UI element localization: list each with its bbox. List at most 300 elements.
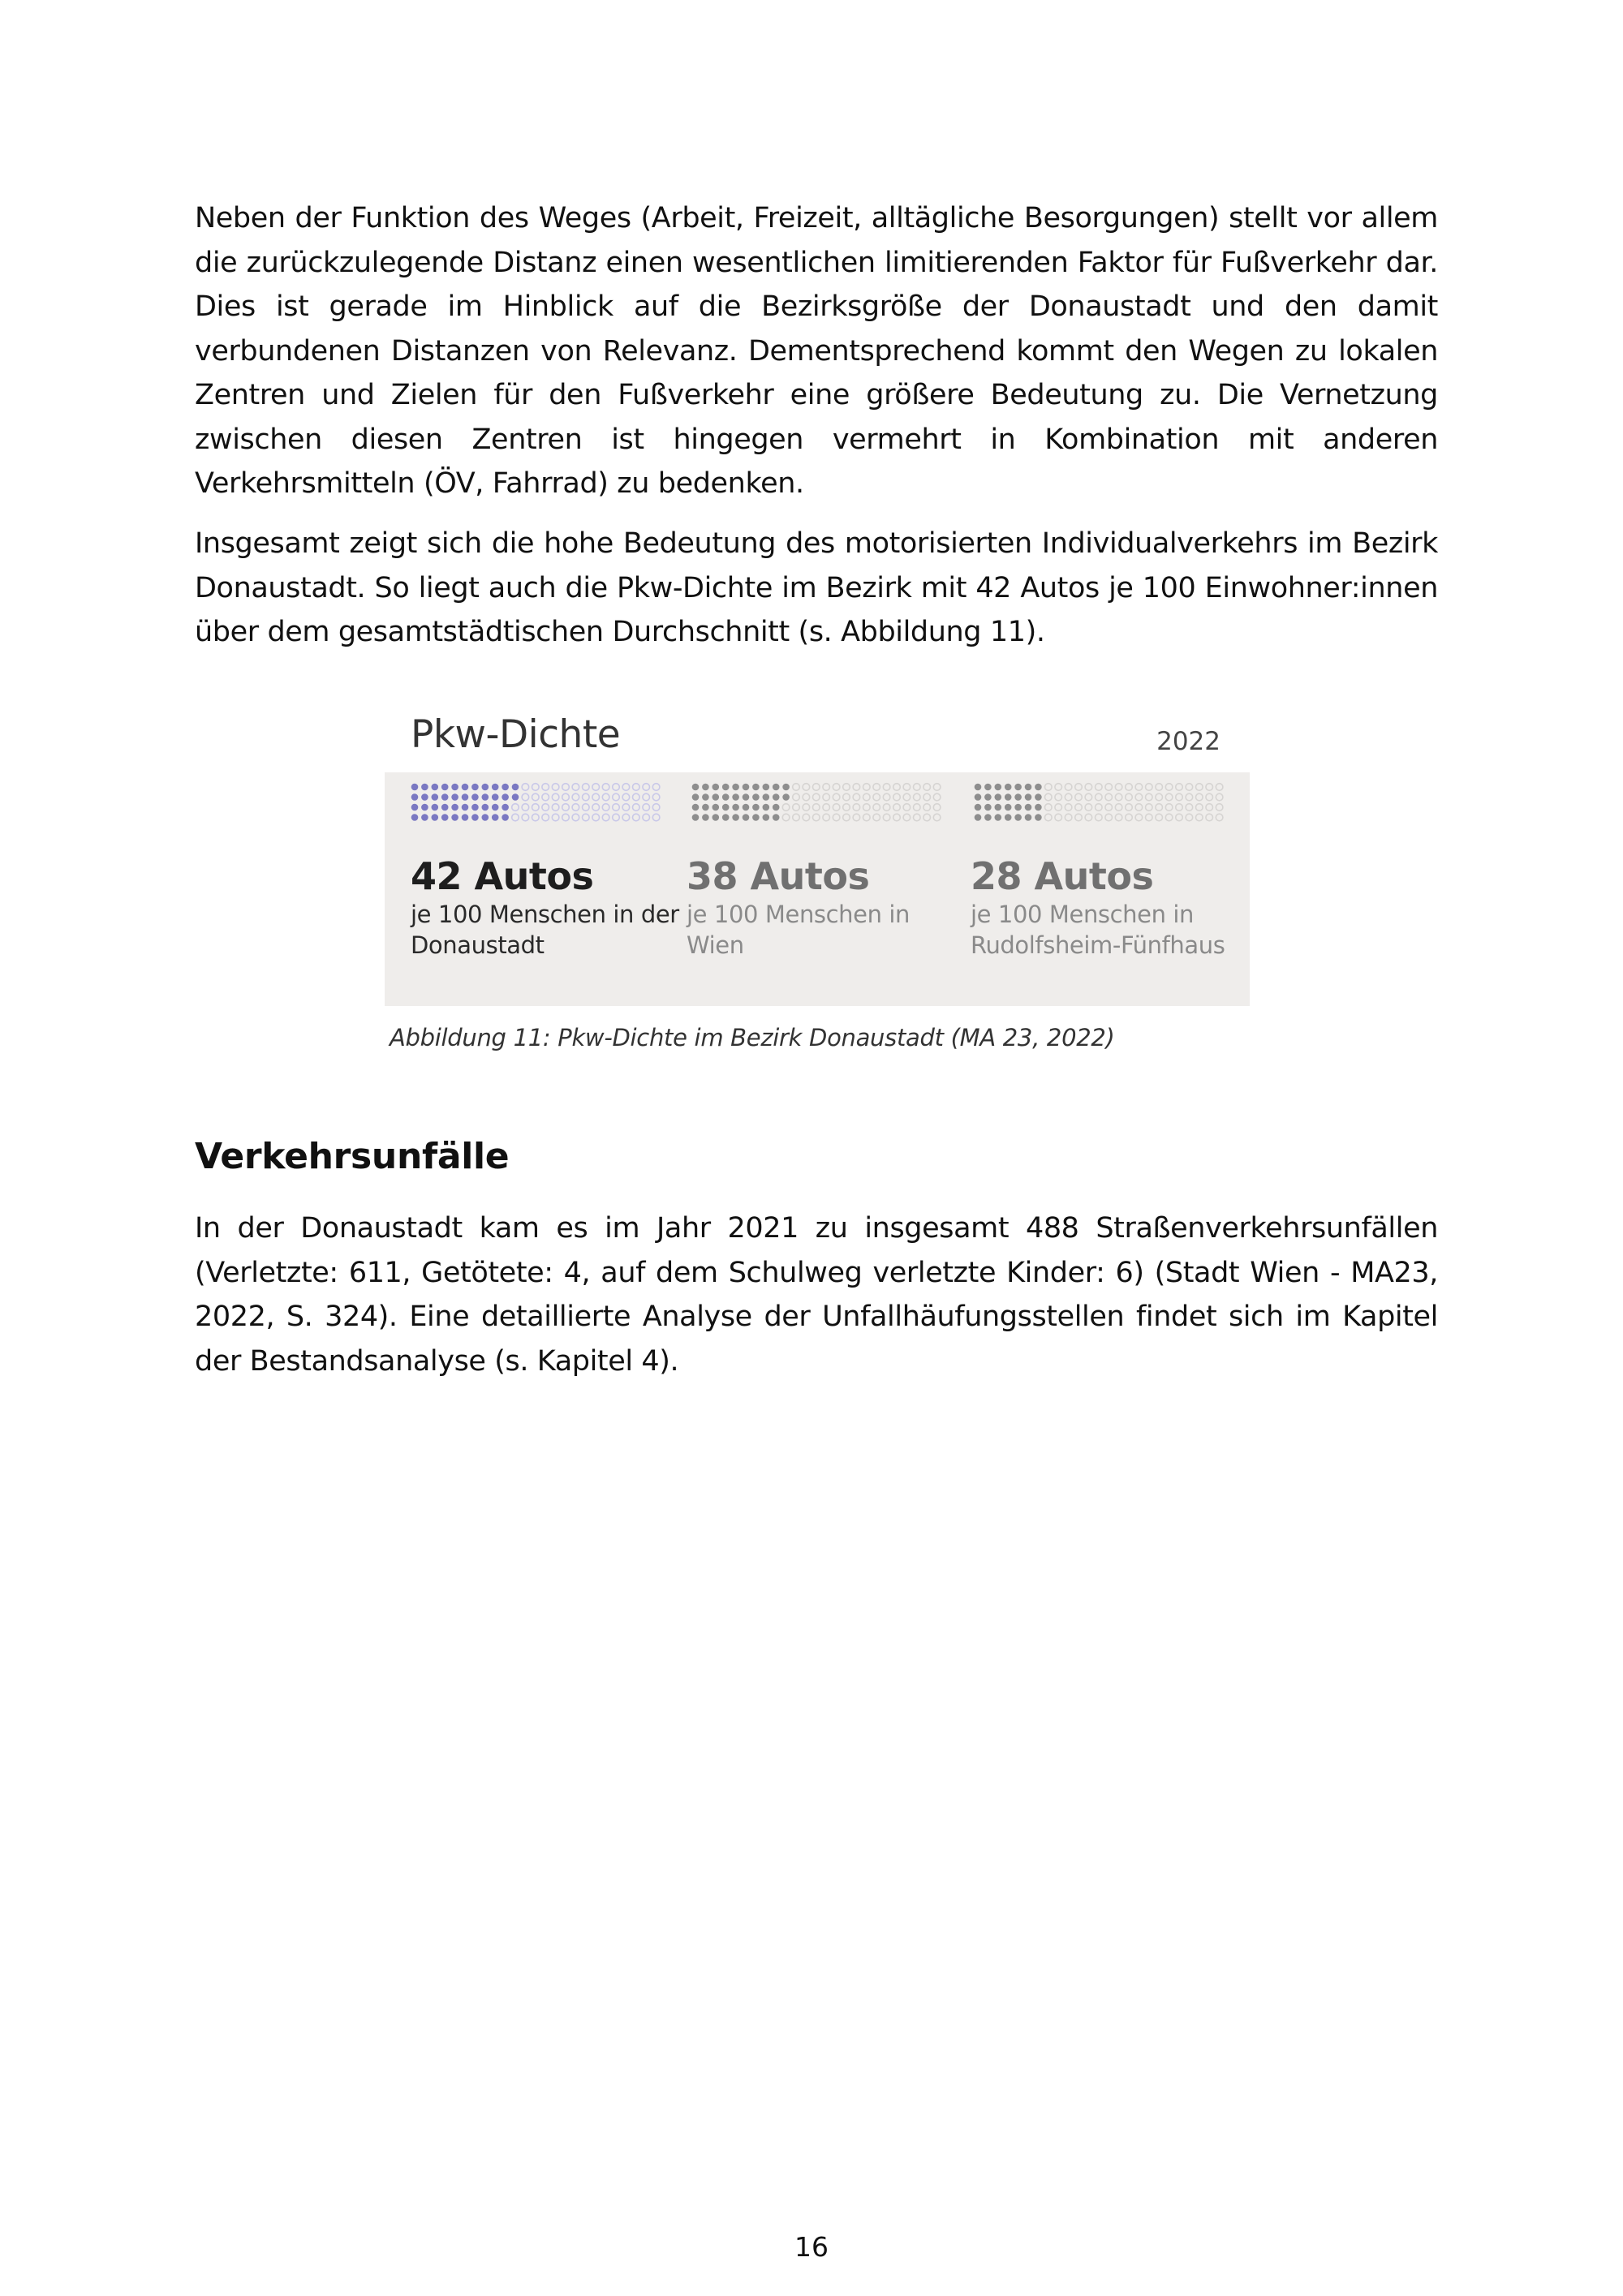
car-dot-filled	[1014, 793, 1022, 801]
car-dot-empty	[1216, 793, 1223, 801]
car-dot-empty	[873, 804, 880, 811]
car-dot-empty	[583, 784, 590, 791]
car-dot-empty	[883, 784, 890, 791]
car-dot-filled	[732, 784, 739, 791]
car-dot-empty	[1186, 804, 1193, 811]
car-dot-filled	[441, 814, 449, 821]
car-dot-empty	[652, 793, 660, 801]
car-dot-empty	[1075, 784, 1083, 791]
car-dot-empty	[542, 793, 549, 801]
car-dot-filled	[512, 793, 519, 801]
car-dot-empty	[863, 784, 871, 791]
car-dot-empty	[542, 814, 549, 821]
car-dot-empty	[863, 793, 871, 801]
car-dot-empty	[532, 804, 540, 811]
car-dot-empty	[613, 804, 620, 811]
car-dot-filled	[462, 804, 469, 811]
car-dot-filled	[743, 804, 750, 811]
car-dot-empty	[613, 784, 620, 791]
car-dot-filled	[722, 804, 730, 811]
car-dot-empty	[1115, 784, 1122, 791]
car-dot-empty	[833, 814, 840, 821]
car-dot-filled	[1005, 784, 1012, 791]
car-dot-empty	[622, 804, 630, 811]
car-dot-filled	[975, 793, 982, 801]
figure-panel	[385, 772, 1250, 1006]
stat-value: 42 Autos	[411, 854, 594, 898]
car-dot-empty	[1146, 814, 1153, 821]
stat-value: 28 Autos	[971, 854, 1154, 898]
car-dot-empty	[803, 814, 810, 821]
car-dot-empty	[572, 814, 579, 821]
car-dot-filled	[502, 814, 509, 821]
car-dot-empty	[843, 804, 850, 811]
car-dot-empty	[1216, 814, 1223, 821]
car-dot-empty	[933, 793, 941, 801]
car-dot-filled	[752, 814, 760, 821]
car-dot-filled	[763, 793, 770, 801]
stat-donaustadt	[411, 853, 687, 961]
car-dot-empty	[592, 784, 600, 791]
car-dot-filled	[692, 804, 700, 811]
paragraph-car-density: Insgesamt zeigt sich die hohe Bedeutung des motorisierten Individualverkehrs im Bezirk Donaustadt. So liegt auch die Pkw-Dichte im Bezirk mit 42 Autos je 100 Einwohner:innen über dem gesamtstädtischen Durchschnitt (s. Abbildung 11).	[195, 527, 1438, 648]
paragraph-accidents: In der Donaustadt kam es im Jahr 2021 zu insgesamt 488 Straßenverkehrsunfällen (Verletzte: 611, Getötete: 4, auf dem Schulweg verletzte Kinder: 6) (Stadt Wien - MA23, 2022, S. 324). Eine detaillierte Analyse der Unfallhäufungsstellen findet sich im Kapitel der Bestandsanalyse (s. Kapitel 4).	[195, 1212, 1438, 1378]
car-dot-filled	[702, 793, 709, 801]
car-dot-empty	[1206, 784, 1213, 791]
car-dot-empty	[562, 814, 570, 821]
car-dot-empty	[823, 804, 830, 811]
car-dot-empty	[583, 814, 590, 821]
car-dot-empty	[602, 804, 609, 811]
car-dot-empty	[803, 804, 810, 811]
car-dot-empty	[613, 793, 620, 801]
car-dot-filled	[471, 793, 479, 801]
car-dot-empty	[883, 814, 890, 821]
car-dot-empty	[552, 804, 559, 811]
car-dot-empty	[903, 793, 911, 801]
car-dot-filled	[502, 784, 509, 791]
car-dot-empty	[823, 814, 830, 821]
car-dot-empty	[602, 814, 609, 821]
car-dot-empty	[1216, 804, 1223, 811]
car-dot-filled	[732, 814, 739, 821]
dot-group-wien	[692, 784, 941, 821]
car-dot-filled	[782, 784, 790, 791]
paragraph-distance: Neben der Funktion des Weges (Arbeit, Freizeit, alltägliche Besorgungen) stellt vor allem die zurückzulegende Distanz einen wesentlichen limitierenden Faktor für Fußverkehr dar. Dies ist gerade im Hinblick auf die Bezirksgröße der Donaustadt und den damit verbundenen Distanzen von Relevanz. Dementsprechend kommt den Wegen zu lokalen Zentren und Zielen für den Fußverkehr eine größere Bedeutung zu. Die Vernetzung zwischen diesen Zentren ist hingegen vermehrt in Kombination mit anderen Verkehrsmitteln (ÖV, Fahrrad) zu bedenken.	[195, 202, 1438, 500]
car-dot-filled	[773, 814, 780, 821]
car-dot-empty	[914, 793, 921, 801]
car-dot-filled	[773, 804, 780, 811]
car-dot-filled	[722, 814, 730, 821]
dot-group-rudolfsheim-f-nfhaus	[975, 784, 1223, 821]
car-dot-filled	[421, 814, 428, 821]
car-dot-empty	[933, 804, 941, 811]
car-dot-empty	[633, 804, 640, 811]
figure-car-density	[385, 707, 1250, 1006]
car-dot-empty	[1165, 793, 1173, 801]
car-dot-filled	[975, 814, 982, 821]
car-dot-empty	[562, 804, 570, 811]
car-dot-filled	[984, 793, 992, 801]
car-dot-empty	[1105, 804, 1113, 811]
car-dot-filled	[702, 784, 709, 791]
car-dot-empty	[843, 784, 850, 791]
car-dot-empty	[622, 793, 630, 801]
car-dot-filled	[411, 793, 419, 801]
car-dot-filled	[995, 784, 1002, 791]
car-dot-empty	[1096, 793, 1103, 801]
car-dot-empty	[833, 784, 840, 791]
car-dot-empty	[633, 784, 640, 791]
car-dot-filled	[995, 814, 1002, 821]
car-dot-empty	[813, 804, 820, 811]
car-dot-filled	[411, 814, 419, 821]
car-dot-empty	[903, 804, 911, 811]
car-dot-filled	[692, 784, 700, 791]
car-dot-filled	[1014, 784, 1022, 791]
dot-group-donaustadt	[411, 784, 660, 821]
car-dot-filled	[471, 814, 479, 821]
car-dot-filled	[782, 793, 790, 801]
car-dot-empty	[512, 814, 519, 821]
car-dot-empty	[562, 784, 570, 791]
car-dot-filled	[1025, 814, 1032, 821]
car-dot-empty	[572, 793, 579, 801]
car-dot-filled	[441, 804, 449, 811]
car-dot-empty	[1065, 804, 1072, 811]
car-dot-empty	[853, 784, 860, 791]
car-dot-empty	[893, 804, 901, 811]
car-dot-filled	[984, 804, 992, 811]
car-dot-empty	[893, 784, 901, 791]
figure-caption: Abbildung 11: Pkw-Dichte im Bezirk Donaustadt (MA 23, 2022)	[390, 1024, 1115, 1051]
car-dot-empty	[782, 814, 790, 821]
car-dot-filled	[752, 784, 760, 791]
car-dot-empty	[1135, 784, 1143, 791]
car-dot-empty	[643, 784, 650, 791]
car-dot-empty	[843, 814, 850, 821]
car-dot-empty	[1065, 814, 1072, 821]
car-dot-empty	[782, 804, 790, 811]
car-dot-empty	[1165, 814, 1173, 821]
car-dot-empty	[923, 804, 931, 811]
car-dot-empty	[622, 814, 630, 821]
car-dot-filled	[471, 804, 479, 811]
car-dot-empty	[1156, 804, 1163, 811]
car-dot-empty	[853, 793, 860, 801]
car-dot-filled	[451, 784, 458, 791]
car-dot-empty	[552, 784, 559, 791]
car-dot-empty	[1135, 814, 1143, 821]
car-dot-empty	[562, 793, 570, 801]
car-dot-empty	[883, 793, 890, 801]
car-dot-empty	[1135, 804, 1143, 811]
car-dot-empty	[914, 804, 921, 811]
car-dot-filled	[732, 793, 739, 801]
car-dot-filled	[411, 804, 419, 811]
car-dot-empty	[1146, 784, 1153, 791]
car-dot-filled	[1025, 784, 1032, 791]
car-dot-filled	[743, 793, 750, 801]
car-dot-filled	[1025, 804, 1032, 811]
car-dot-empty	[823, 784, 830, 791]
car-dot-empty	[1075, 804, 1083, 811]
figure-title: Pkw-Dichte	[411, 712, 621, 757]
car-dot-empty	[793, 804, 800, 811]
car-dot-empty	[602, 793, 609, 801]
car-dot-empty	[592, 804, 600, 811]
car-dot-filled	[743, 814, 750, 821]
car-dot-empty	[793, 784, 800, 791]
car-dot-filled	[421, 804, 428, 811]
car-dot-filled	[712, 814, 720, 821]
car-dot-empty	[1045, 814, 1053, 821]
car-dot-filled	[722, 784, 730, 791]
stat-description: je 100 Menschen in der Donaustadt	[411, 901, 679, 959]
car-dot-filled	[462, 814, 469, 821]
car-dot-empty	[1065, 793, 1072, 801]
car-dot-empty	[1176, 814, 1183, 821]
car-dot-filled	[773, 784, 780, 791]
car-dot-filled	[492, 814, 499, 821]
car-dot-empty	[1065, 784, 1072, 791]
stat-description: je 100 Menschen in Rudolfsheim-Fünfhaus	[971, 901, 1225, 959]
car-dot-filled	[995, 793, 1002, 801]
car-dot-filled	[1035, 814, 1042, 821]
car-dot-filled	[1025, 793, 1032, 801]
car-dot-empty	[803, 793, 810, 801]
car-dot-empty	[652, 804, 660, 811]
car-dot-empty	[1075, 814, 1083, 821]
car-dot-filled	[773, 793, 780, 801]
car-dot-empty	[1126, 814, 1133, 821]
car-dot-empty	[542, 804, 549, 811]
car-dot-filled	[1005, 793, 1012, 801]
car-dot-empty	[1085, 784, 1092, 791]
car-dot-filled	[732, 804, 739, 811]
car-dot-filled	[492, 804, 499, 811]
figure-year: 2022	[1156, 727, 1220, 756]
car-dot-empty	[873, 784, 880, 791]
car-dot-empty	[1105, 793, 1113, 801]
car-dot-filled	[451, 804, 458, 811]
car-dot-empty	[1156, 814, 1163, 821]
car-dot-empty	[583, 793, 590, 801]
car-dot-empty	[914, 814, 921, 821]
car-dot-empty	[1135, 793, 1143, 801]
car-dot-filled	[763, 804, 770, 811]
car-dot-filled	[763, 814, 770, 821]
car-dot-filled	[421, 793, 428, 801]
car-dot-empty	[602, 784, 609, 791]
car-dot-empty	[843, 793, 850, 801]
car-dot-empty	[643, 793, 650, 801]
car-dot-filled	[975, 804, 982, 811]
car-dot-filled	[702, 814, 709, 821]
car-dot-filled	[421, 784, 428, 791]
car-dot-empty	[633, 814, 640, 821]
car-dot-empty	[1096, 804, 1103, 811]
car-dot-empty	[1085, 804, 1092, 811]
car-dot-empty	[643, 804, 650, 811]
car-dot-empty	[1055, 784, 1062, 791]
car-dot-filled	[451, 814, 458, 821]
car-dot-empty	[1126, 784, 1133, 791]
car-dot-filled	[462, 784, 469, 791]
car-dot-empty	[1156, 784, 1163, 791]
car-dot-filled	[1014, 804, 1022, 811]
car-dot-empty	[583, 804, 590, 811]
car-dot-filled	[471, 784, 479, 791]
car-dot-empty	[914, 784, 921, 791]
car-dot-empty	[863, 814, 871, 821]
car-dot-empty	[622, 784, 630, 791]
car-dot-filled	[1005, 804, 1012, 811]
car-dot-empty	[923, 814, 931, 821]
car-dot-empty	[1115, 804, 1122, 811]
car-dot-empty	[803, 784, 810, 791]
car-dot-empty	[873, 814, 880, 821]
car-dot-empty	[1096, 784, 1103, 791]
car-dot-empty	[552, 793, 559, 801]
car-dot-empty	[1206, 814, 1213, 821]
car-dot-empty	[1126, 804, 1133, 811]
car-dot-filled	[692, 814, 700, 821]
car-dot-empty	[1146, 793, 1153, 801]
car-dot-empty	[1176, 793, 1183, 801]
car-dot-filled	[712, 793, 720, 801]
car-dot-empty	[853, 814, 860, 821]
car-dot-empty	[522, 814, 529, 821]
car-dot-empty	[923, 784, 931, 791]
car-dot-empty	[652, 814, 660, 821]
car-dot-filled	[712, 784, 720, 791]
car-dot-filled	[432, 784, 439, 791]
car-dot-empty	[1186, 814, 1193, 821]
car-dot-empty	[1196, 784, 1203, 791]
car-dot-filled	[984, 814, 992, 821]
car-dot-empty	[532, 814, 540, 821]
car-dot-filled	[1014, 814, 1022, 821]
car-dot-filled	[722, 793, 730, 801]
section-heading: Verkehrsunfälle	[195, 1136, 510, 1177]
car-dot-filled	[712, 804, 720, 811]
car-dot-empty	[1165, 804, 1173, 811]
car-dot-empty	[1085, 793, 1092, 801]
car-dot-filled	[432, 804, 439, 811]
car-dot-empty	[1176, 804, 1183, 811]
car-dot-filled	[441, 793, 449, 801]
car-dot-empty	[853, 804, 860, 811]
car-dot-filled	[492, 793, 499, 801]
car-dot-empty	[1115, 814, 1122, 821]
car-dot-empty	[1055, 804, 1062, 811]
stat-value: 38 Autos	[687, 854, 870, 898]
car-dot-empty	[883, 804, 890, 811]
car-dot-empty	[1196, 804, 1203, 811]
car-dot-filled	[512, 784, 519, 791]
stat-wien	[687, 853, 962, 961]
car-dot-empty	[1216, 784, 1223, 791]
car-dot-filled	[432, 793, 439, 801]
car-dot-filled	[752, 804, 760, 811]
car-dot-empty	[893, 793, 901, 801]
car-dot-empty	[532, 784, 540, 791]
car-dot-empty	[903, 814, 911, 821]
car-dot-filled	[502, 804, 509, 811]
car-dot-empty	[1075, 793, 1083, 801]
car-dot-filled	[482, 814, 489, 821]
car-dot-filled	[1035, 804, 1042, 811]
car-dot-empty	[1176, 784, 1183, 791]
car-dot-empty	[1105, 784, 1113, 791]
car-dot-filled	[451, 793, 458, 801]
car-dot-empty	[813, 784, 820, 791]
car-dot-empty	[813, 793, 820, 801]
stat-rudolfsheim-fuenfhaus	[971, 853, 1246, 961]
car-dot-empty	[1045, 784, 1053, 791]
car-dot-empty	[1186, 793, 1193, 801]
car-dot-filled	[1005, 814, 1012, 821]
car-dot-empty	[1055, 793, 1062, 801]
car-dot-empty	[813, 814, 820, 821]
car-dot-empty	[613, 814, 620, 821]
car-dot-filled	[502, 793, 509, 801]
car-dot-empty	[903, 784, 911, 791]
car-dot-empty	[633, 793, 640, 801]
car-dot-filled	[411, 784, 419, 791]
stat-description: je 100 Menschen in Wien	[687, 901, 911, 959]
car-dot-empty	[1096, 814, 1103, 821]
car-dot-empty	[1126, 793, 1133, 801]
car-dot-empty	[1165, 784, 1173, 791]
car-dot-empty	[592, 814, 600, 821]
car-dot-empty	[1186, 784, 1193, 791]
car-dot-filled	[492, 784, 499, 791]
car-dot-empty	[1196, 793, 1203, 801]
car-dot-filled	[692, 793, 700, 801]
car-dot-filled	[995, 804, 1002, 811]
car-dot-empty	[863, 804, 871, 811]
car-dot-empty	[1105, 814, 1113, 821]
car-dot-empty	[532, 793, 540, 801]
car-dot-empty	[1115, 793, 1122, 801]
car-dot-filled	[743, 784, 750, 791]
car-dot-empty	[793, 814, 800, 821]
car-dot-filled	[984, 784, 992, 791]
car-dot-empty	[1055, 814, 1062, 821]
car-dot-filled	[1035, 793, 1042, 801]
car-dot-empty	[522, 793, 529, 801]
car-dot-empty	[643, 814, 650, 821]
car-dot-filled	[441, 784, 449, 791]
car-dot-empty	[552, 814, 559, 821]
car-dot-filled	[462, 793, 469, 801]
car-dot-empty	[933, 784, 941, 791]
car-dot-empty	[923, 793, 931, 801]
car-dot-empty	[1085, 814, 1092, 821]
car-dot-empty	[1206, 793, 1213, 801]
car-dot-empty	[1045, 793, 1053, 801]
car-dot-filled	[752, 793, 760, 801]
car-dot-empty	[893, 814, 901, 821]
car-dot-empty	[542, 784, 549, 791]
car-dot-empty	[592, 793, 600, 801]
car-dot-empty	[793, 793, 800, 801]
car-dot-empty	[1146, 804, 1153, 811]
car-dot-empty	[933, 814, 941, 821]
car-dot-filled	[432, 814, 439, 821]
